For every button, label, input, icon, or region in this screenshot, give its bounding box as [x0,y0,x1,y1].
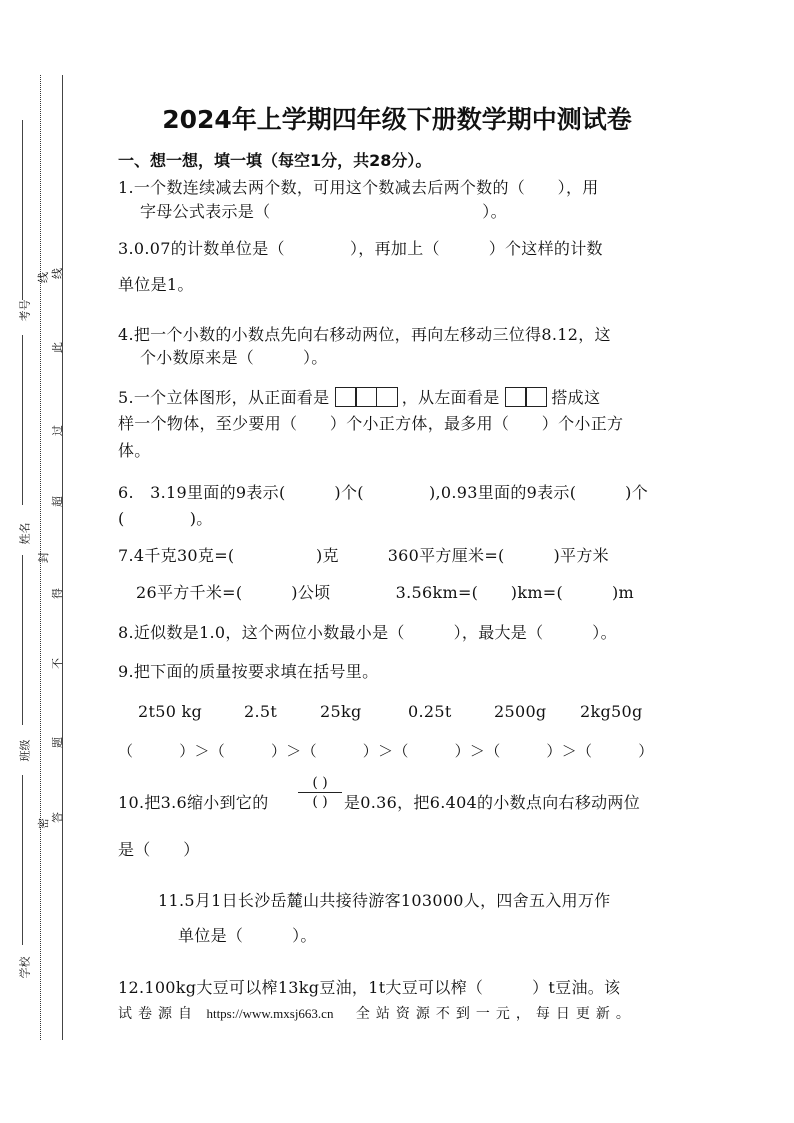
q9-item: 0.25t [408,702,452,721]
school-line [22,775,23,945]
footer-text-a: 试卷源自 [118,1006,198,1022]
seal-word: 封 [37,552,50,563]
footer-text-b: 全站资源不到一元，每日更新。 [355,1006,636,1022]
school-label: 学校 [18,956,32,979]
question-5-line-2: 样一个物体，至少要用（ ）个小正方体，最多用（ ）个小正方 [118,414,624,433]
class-line [22,555,23,725]
front-view-figure [335,387,397,411]
q9-item: 2.5t [244,702,278,721]
seal-word: 得 [51,588,64,599]
exam-no-label: 考号 [18,299,32,322]
fraction-numerator: ( ) [312,775,328,791]
class-label: 班级 [18,739,32,762]
seal-word: 线 [37,272,50,283]
question-7-line-2: 26平方千米=( )公顷 3.56km=( )km=( )m [136,583,634,602]
question-5-line-1 [118,385,600,411]
question-12: 12.100kg大豆可以榨13kg豆油，1t大豆可以榨（ ）t豆油。该 [118,978,621,997]
q9-item: 25kg [320,702,362,721]
question-10-text-a: 10.把3.6缩小到它的 [118,793,269,812]
fraction-denominator: ( ) [312,794,328,810]
seal-word: 题 [51,737,64,748]
exam-no-line [22,120,23,300]
question-6-line-2: ( )。 [118,509,213,528]
q9-item: 2kg50g [580,702,643,721]
question-1-line-2: 字母公式表示是（ ）。 [140,202,507,221]
name-line [22,335,23,505]
question-9: 9.把下面的质量按要求填在括号里。 [118,662,379,681]
seal-word: 答 [51,812,64,823]
question-8: 8.近似数是1.0，这个两位小数最小是（ ），最大是（ ）。 [118,623,617,642]
binding-solid-line [62,75,63,1040]
blank-fraction [298,775,342,810]
question-4-line-2: 个小数原来是（ ）。 [140,348,328,367]
q9-order-blanks: （ ）＞（ ）＞（ ）＞（ ）＞（ ）＞（ ） [118,742,654,760]
fraction-bar [298,792,342,793]
question-3-line-2: 单位是1。 [118,275,194,294]
q9-item: 2t50 kg [138,702,203,721]
seal-word: 线 [51,268,64,279]
question-11-line-1: 11.5月1日长沙岳麓山共接待游客103000人，四舍五入用万作 [158,891,611,910]
question-3-line-1: 3.0.07的计数单位是（ ），再加上（ ）个这样的计数 [118,239,603,258]
footer-source-line [118,1003,636,1023]
question-11-line-2: 单位是（ ）。 [178,926,317,945]
question-10-line-2: 是（ ） [118,840,200,859]
section-heading: 一、想一想，填一填（每空1分，共28分）。 [118,151,432,170]
question-5-text-c: 搭成这 [551,388,601,407]
seal-word: 密 [37,818,50,829]
question-5-text-a: 5.一个立体图形，从正面看是 [118,388,330,407]
seal-word: 超 [51,496,64,507]
question-4-line-1: 4.把一个小数的小数点先向右移动两位，再向左移动三位得8.12，这 [118,325,611,344]
question-5-line-3: 体。 [118,441,151,460]
footer-url[interactable]: https://www.mxsj663.cn [206,1006,334,1021]
seal-word: 不 [51,658,64,669]
question-5-text-b: ，从左面看是 [401,388,500,407]
question-6-line-1: 6. 3.19里面的9表示( )个( ),0.93里面的9表示( )个 [118,483,649,502]
question-7-line-1: 7.4千克30克=( )克 360平方厘米=( )平方米 [118,546,609,565]
q9-item: 2500g [494,702,547,721]
name-label: 姓名 [18,522,32,545]
seal-word: 此 [51,342,64,353]
question-10-text-b: 是0.36，把6.404的小数点向右移动两位 [344,793,641,812]
question-1-line-1: 1.一个数连续减去两个数，可用这个数减去后两个数的（ ），用 [118,178,599,197]
left-view-figure [505,387,546,411]
seal-word: 过 [51,425,64,436]
page-title: 2024年上学期四年级下册数学期中测试卷 [162,105,632,134]
